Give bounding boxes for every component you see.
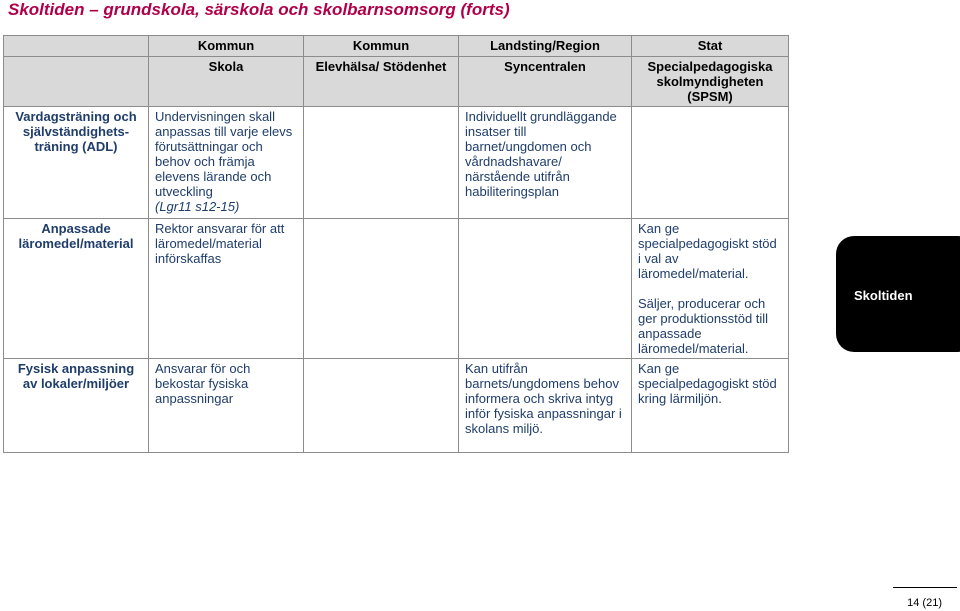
footer-divider (893, 587, 957, 588)
table-row (4, 107, 789, 219)
group-header-landsting: Landsting/Region (459, 36, 632, 57)
group-header-row (4, 36, 789, 57)
cell-spsm-laromedel: Kan ge specialpedagogiskt stöd i val av läromedel/material. Säljer, producerar och ger produktionsstöd till anpassade läromedel/material. (632, 219, 789, 359)
column-header-skola: Skola (149, 57, 304, 107)
table-row (4, 359, 789, 453)
cell-syncentralen-adl: Individuellt grundläggande insatser till barnet/ungdomen och vårdnadshavare/ närstående utifrån habiliteringsplan (459, 107, 632, 219)
column-header-syncentralen: Syncentralen (459, 57, 632, 107)
cell-skola-adl-text: Undervisningen skall anpassas till varje elevs förutsättningar och behov och främja elevens lärande och utveckling (155, 109, 293, 199)
cell-syncentralen-laromedel (459, 219, 632, 359)
cell-spsm-adl (632, 107, 789, 219)
section-badge-label: Skoltiden (854, 288, 913, 303)
page-number: 14 (21) (907, 597, 942, 609)
cell-spsm-fysisk: Kan ge specialpedagogiskt stöd kring lärmiljön. (632, 359, 789, 453)
row-label-laromedel: Anpassade läromedel/material (4, 219, 149, 359)
column-header-elevhalsa: Elevhälsa/ Stödenhet (304, 57, 459, 107)
cell-elevhalsa-laromedel (304, 219, 459, 359)
column-header-spsm: Specialpedagogiska skolmyndigheten (SPSM) (632, 57, 789, 107)
table-row (4, 219, 789, 359)
row-label-fysisk: Fysisk anpassning av lokaler/miljöer (4, 359, 149, 453)
cell-elevhalsa-fysisk (304, 359, 459, 453)
cell-syncentralen-fysisk: Kan utifrån barnets/ungdomens behov informera och skriva intyg inför fysiska anpassningar i skolans miljö. (459, 359, 632, 453)
group-header-kommun-1: Kommun (149, 36, 304, 57)
responsibility-table (3, 35, 789, 453)
cell-skola-laromedel: Rektor ansvarar för att läromedel/material införskaffas (149, 219, 304, 359)
column-header-row (4, 57, 789, 107)
row-label-adl: Vardagsträning och självständighets-träning (ADL) (4, 107, 149, 219)
cell-skola-adl (149, 107, 304, 219)
group-header-stat: Stat (632, 36, 789, 57)
group-header-kommun-2: Kommun (304, 36, 459, 57)
page-title: Skoltiden – grundskola, särskola och skolbarnsomsorg (forts) (8, 0, 510, 19)
cell-elevhalsa-adl (304, 107, 459, 219)
header-blank-2 (4, 57, 149, 107)
cell-skola-adl-reference: (Lgr11 s12-15) (155, 199, 240, 214)
header-blank (4, 36, 149, 57)
cell-skola-fysisk: Ansvarar för och bekostar fysiska anpassningar (149, 359, 304, 453)
